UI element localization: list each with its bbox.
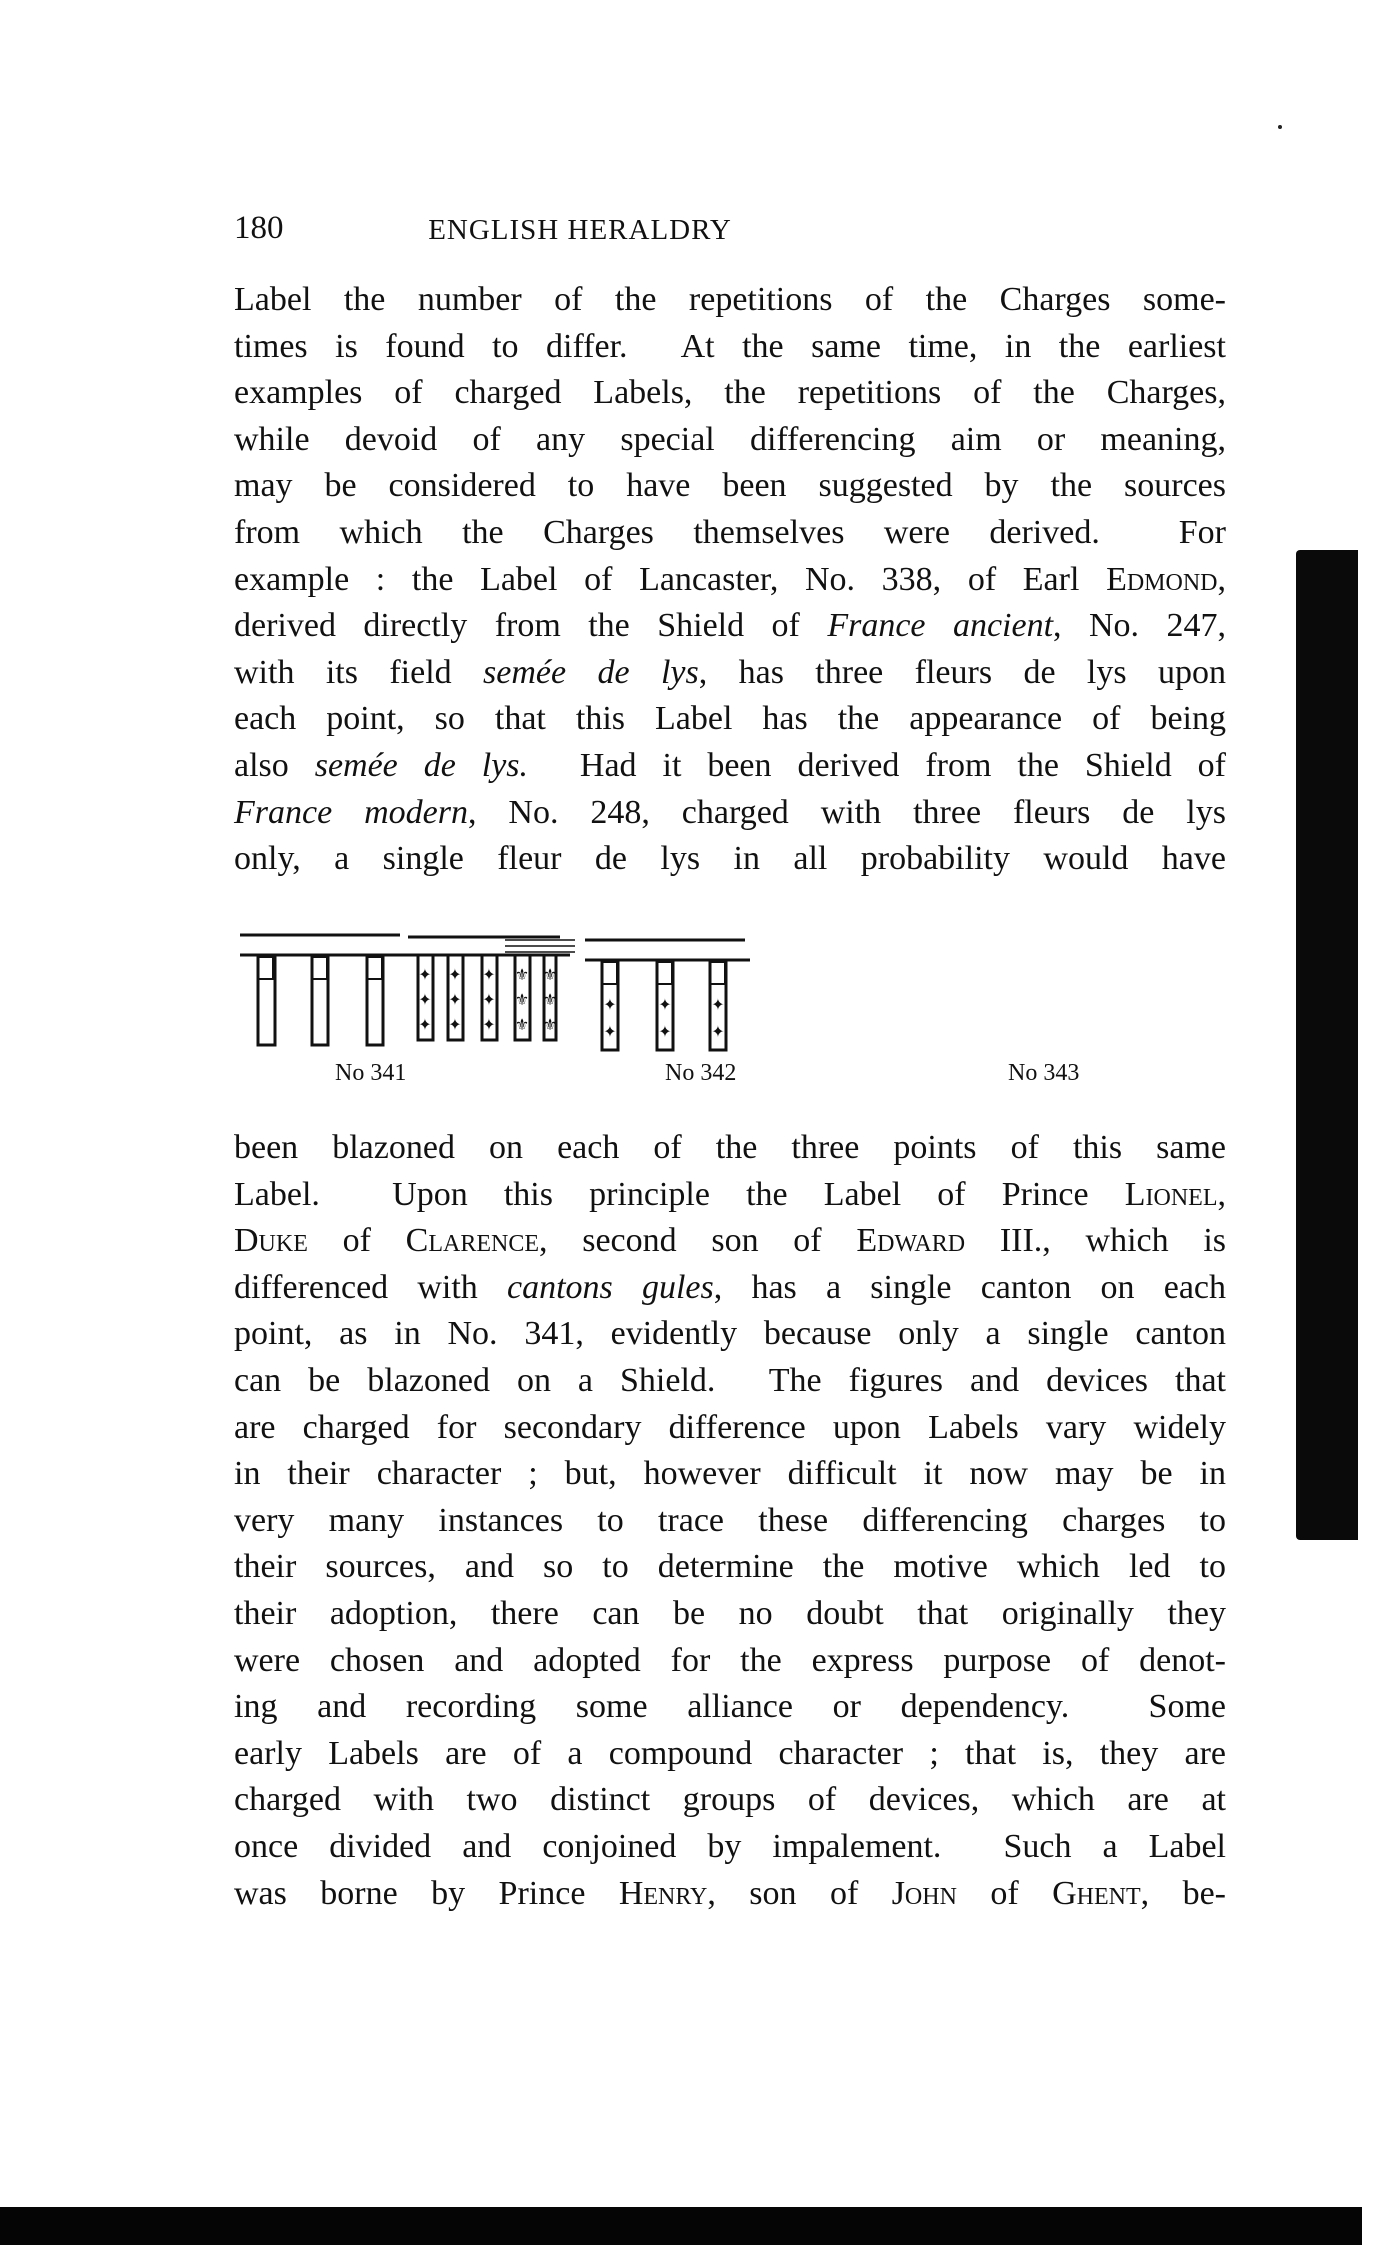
text-segment: only, a single fleur de lys in all probability would have [234, 840, 1226, 878]
svg-text:✦: ✦ [603, 995, 617, 1014]
body-text-bottom [234, 1125, 1226, 1917]
text-segment: very many instances to trace these differencing charges to [234, 1501, 1226, 1539]
scan-bottom-edge [0, 2207, 1362, 2245]
text-segment: semée de lys. [314, 746, 529, 784]
text-segment: , son of [707, 1874, 892, 1912]
text-segment: may be considered to have been suggested by the sources [234, 467, 1226, 505]
text-segment: semée de lys [483, 653, 699, 691]
text-segment: France modern [234, 793, 468, 831]
text-line [234, 1731, 1226, 1778]
text-segment: charged with two distinct groups of devices, which are at [234, 1781, 1226, 1819]
text-segment: from which the Charges themselves were derived. For [234, 513, 1226, 551]
text-segment: , [1217, 1175, 1226, 1213]
text-segment: Had it been derived from the Shield of [528, 746, 1227, 784]
text-segment: of [956, 1874, 1053, 1912]
svg-text:⚜: ⚜ [514, 1015, 530, 1034]
text-segment: each point, so that this Label has the appearance of being [234, 700, 1226, 738]
text-line [234, 1871, 1226, 1918]
label-341-illustration [240, 935, 410, 1045]
svg-text:✦: ✦ [482, 1015, 496, 1034]
text-segment: Edmond [1106, 560, 1218, 598]
caption-342: No 342 [665, 1060, 737, 1086]
text-segment: differenced with [234, 1268, 508, 1306]
text-segment: were chosen and adopted for the express purpose of denot- [234, 1641, 1226, 1679]
text-line [234, 1125, 1226, 1172]
page-header [234, 210, 926, 254]
svg-text:✦: ✦ [711, 995, 725, 1014]
text-segment: been blazoned on each of the three points of this same [234, 1129, 1226, 1166]
text-segment: , second son of [539, 1222, 857, 1260]
running-title: ENGLISH HERALDRY [428, 214, 732, 246]
label-illustrations [230, 915, 1230, 1055]
text-segment: while devoid of any special differencing aim or meaning, [234, 420, 1226, 458]
svg-text:✦: ✦ [448, 1015, 462, 1034]
text-segment: Henry [618, 1874, 708, 1912]
text-line [234, 1358, 1226, 1405]
text-line [234, 324, 1226, 371]
scan-speck [1278, 125, 1282, 129]
svg-text:✦: ✦ [711, 1022, 725, 1041]
text-line [234, 836, 1226, 883]
text-segment: times is found to differ. At the same time, in the earliest [234, 327, 1226, 365]
text-segment: , No. 248, charged with three fleurs de lys [467, 793, 1226, 831]
text-segment: can be blazoned on a Shield. The figures and devices that [234, 1361, 1226, 1399]
svg-text:✦: ✦ [418, 965, 432, 984]
svg-text:✦: ✦ [482, 990, 496, 1009]
text-segment: Label. Upon this principle the Label of Prince [234, 1175, 1125, 1213]
text-segment: of [307, 1222, 406, 1260]
text-line [234, 1544, 1226, 1591]
svg-text:⚜: ⚜ [542, 965, 558, 984]
text-segment: Clarence [405, 1222, 539, 1260]
svg-text:✦: ✦ [658, 995, 672, 1014]
text-line [234, 1638, 1226, 1685]
figure-labels [230, 915, 1230, 1055]
text-line [234, 463, 1226, 510]
svg-text:✦: ✦ [448, 990, 462, 1009]
text-segment: John [891, 1874, 957, 1912]
text-segment: , be- [1140, 1874, 1226, 1912]
text-line [234, 277, 1226, 324]
text-segment: Ghent [1052, 1874, 1141, 1912]
svg-text:✦: ✦ [658, 1022, 672, 1041]
text-line [234, 1218, 1226, 1265]
text-segment: once divided and conjoined by impalement. Such a Label [234, 1827, 1226, 1865]
text-line [234, 1684, 1226, 1731]
text-line [234, 510, 1226, 557]
caption-343: No 343 [1008, 1060, 1080, 1086]
text-line [234, 557, 1226, 604]
text-segment: , has three fleurs de lys upon [698, 653, 1226, 691]
text-segment: France ancient [827, 607, 1054, 645]
text-segment: Lionel [1124, 1175, 1218, 1213]
svg-text:✦: ✦ [482, 965, 496, 984]
svg-text:✦: ✦ [603, 1022, 617, 1041]
text-segment: early Labels are of a compound character ; that is, they are [234, 1734, 1226, 1772]
text-segment: cantons gules [507, 1268, 714, 1306]
text-segment: in their character ; but, however difficult it now may be in [234, 1455, 1226, 1493]
caption-341: No 341 [335, 1060, 407, 1086]
svg-text:⚜: ⚜ [542, 1015, 558, 1034]
text-segment: Edward [856, 1222, 966, 1260]
text-line [234, 1172, 1226, 1219]
svg-text:✦: ✦ [418, 1015, 432, 1034]
text-line [234, 1405, 1226, 1452]
text-segment: are charged for secondary difference upon Labels vary widely [234, 1408, 1226, 1446]
text-line [234, 1451, 1226, 1498]
text-segment: example : the Label of Lancaster, No. 338, of Earl [234, 560, 1107, 598]
text-line [234, 1498, 1226, 1545]
text-segment: derived directly from the Shield of [234, 607, 828, 645]
text-segment: their sources, and so to determine the motive which led to [234, 1548, 1226, 1586]
text-segment: examples of charged Labels, the repetitions of the Charges, [234, 374, 1226, 412]
text-segment: , has a single canton on each [713, 1268, 1227, 1306]
text-segment: Duke [234, 1222, 308, 1260]
svg-text:⚜: ⚜ [514, 990, 530, 1009]
text-line [234, 1311, 1226, 1358]
text-segment: III., which is [965, 1222, 1226, 1260]
text-line [234, 1265, 1226, 1312]
body-text-top [234, 277, 1226, 883]
text-segment: also [234, 746, 315, 784]
text-line [234, 603, 1226, 650]
scan-edge-shadow [1296, 550, 1358, 1540]
page-number: 180 [234, 210, 284, 246]
svg-text:⚜: ⚜ [542, 990, 558, 1009]
text-segment: , No. 247, [1053, 607, 1226, 645]
text-segment: with its field [234, 653, 484, 691]
text-line [234, 650, 1226, 697]
text-line [234, 417, 1226, 464]
svg-text:✦: ✦ [418, 990, 432, 1009]
text-line [234, 696, 1226, 743]
text-line [234, 743, 1226, 790]
text-segment: , [1217, 560, 1226, 598]
text-segment: Label the number of the repetitions of the Charges some- [234, 281, 1226, 318]
text-segment: point, as in No. 341, evidently because only a single canton [234, 1315, 1226, 1353]
svg-text:✦: ✦ [448, 965, 462, 984]
text-segment: was borne by Prince [234, 1874, 619, 1912]
text-line [234, 1824, 1226, 1871]
text-line [234, 370, 1226, 417]
text-line [234, 790, 1226, 837]
svg-text:⚜: ⚜ [514, 965, 530, 984]
text-segment: ing and recording some alliance or dependency. Some [234, 1688, 1226, 1726]
text-segment: their adoption, there can be no doubt that originally they [234, 1594, 1226, 1632]
text-line [234, 1777, 1226, 1824]
text-line [234, 1591, 1226, 1638]
